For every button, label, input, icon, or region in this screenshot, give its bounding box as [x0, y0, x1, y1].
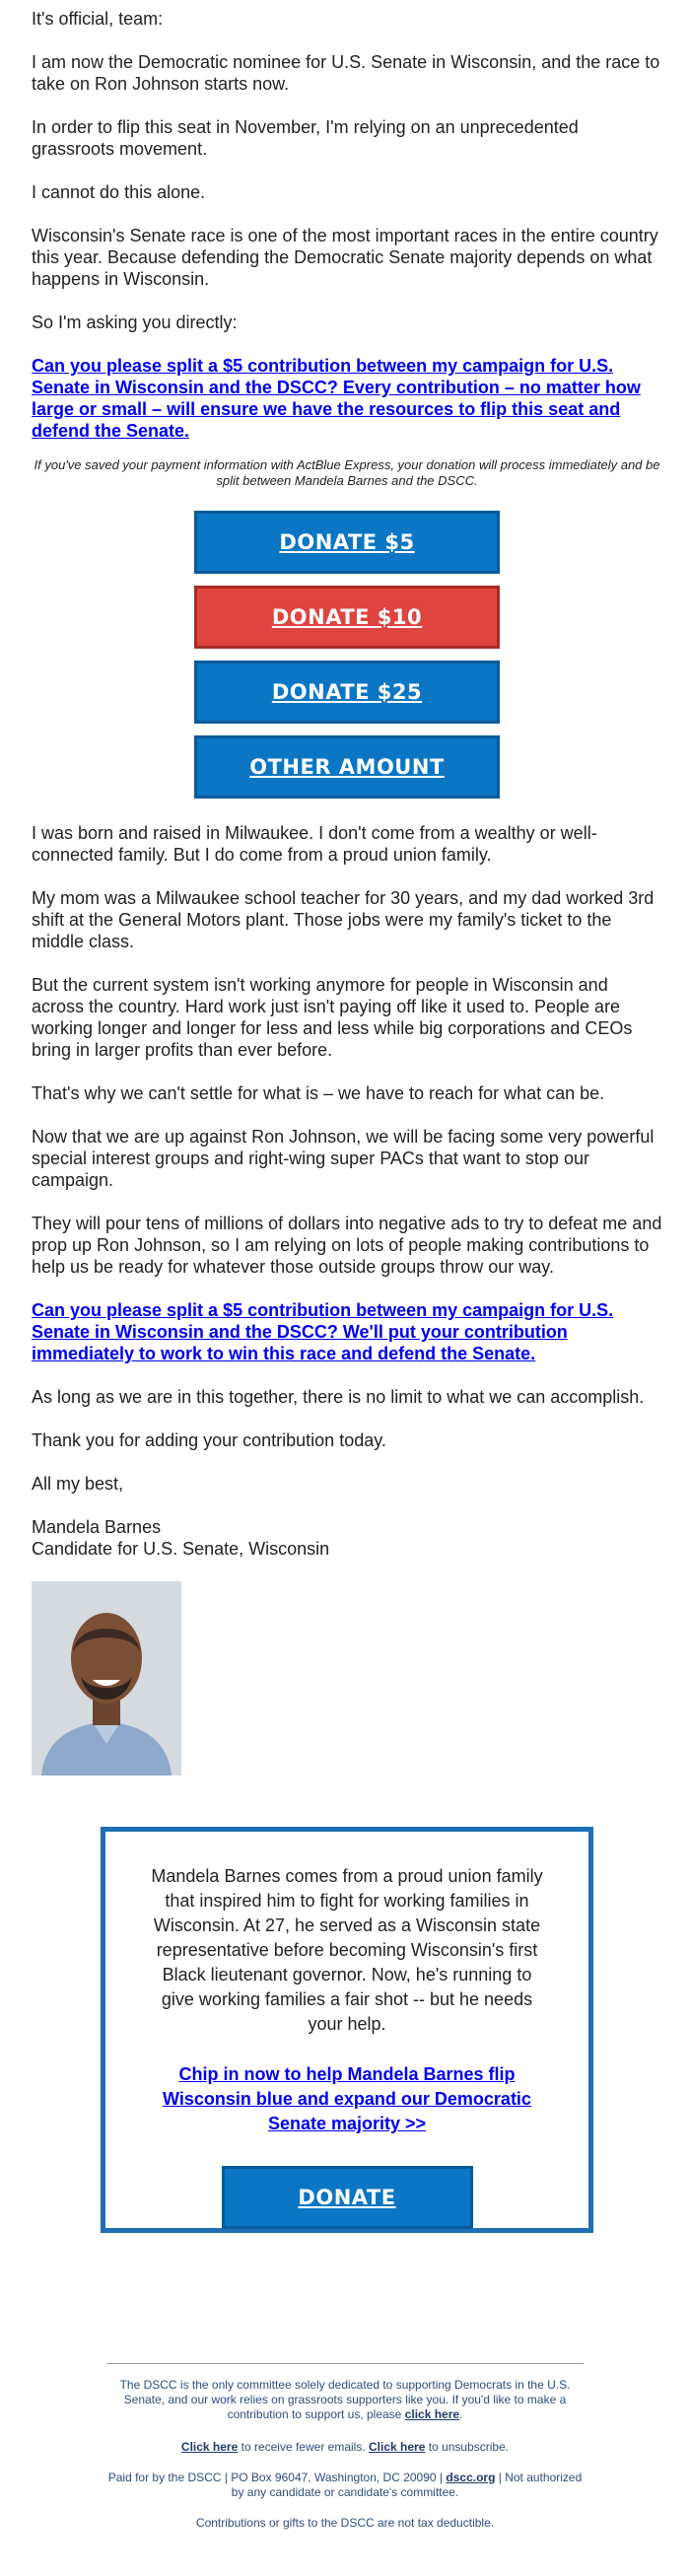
footer-about-period: . — [459, 2407, 463, 2421]
donate-10-button[interactable]: DONATE $10 — [194, 586, 500, 649]
promo-box — [101, 1827, 593, 2233]
ask-paragraph-1 — [32, 355, 662, 442]
promo-donate-button[interactable]: DONATE — [222, 2166, 473, 2229]
intro-paragraph: I cannot do this alone. — [32, 182, 206, 202]
other-amount-button[interactable]: OTHER AMOUNT — [194, 735, 500, 799]
footer-contribute-link[interactable]: click here — [404, 2407, 460, 2421]
story-paragraph: That's why we can't settle for what is – we have to reach for what can be. — [32, 1083, 605, 1103]
intro-paragraph: In order to flip this seat in November, I'm relying on an unprecedented grassroots movement. — [32, 117, 579, 159]
dscc-site-link[interactable]: dscc.org — [446, 2471, 496, 2484]
email-footer — [106, 2363, 584, 2531]
sign-off: All my best, — [32, 1474, 124, 1494]
unsubscribe-text: to unsubscribe. — [425, 2440, 510, 2454]
signature-title: Candidate for U.S. Senate, Wisconsin — [32, 1539, 330, 1559]
fewer-emails-text: to receive fewer emails. — [238, 2440, 369, 2454]
story-paragraph: But the current system isn't working anymore for people in Wisconsin and across the country. Hard work just isn't paying off like it used to. People are working longer and longer for less and less while big corporations and CEOs bring in larger profits than ever before. — [32, 975, 633, 1060]
ask-paragraph-2 — [32, 1299, 662, 1364]
footer-about — [106, 2378, 584, 2422]
promo-chip-in-link[interactable]: Chip in now to help Mandela Barnes flip Wisconsin blue and expand our Democratic Senate majority >> — [163, 2064, 531, 2133]
footer-email-prefs — [106, 2440, 584, 2455]
donate-5-button[interactable]: DONATE $5 — [194, 511, 500, 574]
signature-block — [32, 1516, 662, 1560]
closing-paragraph: As long as we are in this together, there is no limit to what we can accomplish. — [32, 1387, 645, 1407]
footer-about-text: The DSCC is the only committee solely dedicated to supporting Democrats in the U.S. Senate, and our work relies on grassroots supporters like you. If you'd like to make a contribution to support us, please — [119, 2378, 571, 2421]
intro-paragraph: Wisconsin's Senate race is one of the most important races in the entire country this year. Because defending the Democratic Senate majority depends on what happens in Wisconsin. — [32, 226, 658, 289]
closing-paragraph: Thank you for adding your contribution today. — [32, 1430, 386, 1450]
signature-name: Mandela Barnes — [32, 1517, 162, 1537]
story-paragraph: I was born and raised in Milwaukee. I don't come from a wealthy or well-connected family. But I do come from a proud union family. — [32, 823, 597, 865]
contribution-ask-link-1[interactable]: Can you please split a $5 contribution between my campaign for U.S. Senate in Wisconsin and the DSCC? Every contribution – no matter how large or small – will ensure we have the resources to flip this seat and defend the Senate. — [32, 356, 641, 441]
donate-25-button[interactable]: DONATE $25 — [194, 661, 500, 724]
paid-for-text: Paid for by the DSCC | PO Box 96047, Washington, DC 20090 | — [107, 2471, 444, 2484]
story-paragraph: Now that we are up against Ron Johnson, we will be facing some very powerful special interest groups and right-wing super PACs that want to stop our campaign. — [32, 1127, 655, 1190]
paid-for-disclaimer: | Not authorized by any candidate or candidate's committee. — [231, 2471, 583, 2499]
tax-disclaimer: Contributions or gifts to the DSCC are not tax deductible. — [195, 2516, 495, 2530]
greeting: It's official, team: — [32, 9, 164, 29]
fewer-emails-link[interactable]: Click here — [180, 2440, 239, 2454]
candidate-portrait — [32, 1581, 181, 1775]
donation-button-group — [194, 511, 500, 799]
story-paragraph: My mom was a Milwaukee school teacher for 30 years, and my dad worked 3rd shift at the General Motors plant. Those jobs were my family's ticket to the middle class. — [32, 888, 655, 951]
intro-paragraph: I am now the Democratic nominee for U.S. Senate in Wisconsin, and the race to take on Ron Johnson starts now. — [32, 52, 660, 94]
contribution-ask-link-2[interactable]: Can you please split a $5 contribution between my campaign for U.S. Senate in Wisconsin and the DSCC? We'll put your contribution immediately to work to win this race and defend the Senate. — [32, 1300, 614, 1363]
intro-paragraph: So I'm asking you directly: — [32, 313, 238, 332]
footer-paid-for — [106, 2471, 584, 2500]
unsubscribe-link[interactable]: Click here — [369, 2440, 426, 2454]
email-main-column — [32, 8, 662, 1775]
promo-bio-text: Mandela Barnes comes from a proud union family that inspired him to fight for working families in Wisconsin. At 27, he served as a Wisconsin state representative before becoming Wisconsin's first Black lieutenant governor. Now, he's running to give working families a fair shot -- but he needs your help. — [151, 1866, 543, 2034]
story-paragraph: They will pour tens of millions of dollars into negative ads to try to defeat me and prop up Ron Johnson, so I am relying on lots of people making contributions to help us be ready for whatever those outside groups throw our way. — [32, 1214, 662, 1277]
actblue-fineprint: If you've saved your payment information with ActBlue Express, your donation will process immediately and be split between Mandela Barnes and the DSCC. — [34, 457, 660, 488]
